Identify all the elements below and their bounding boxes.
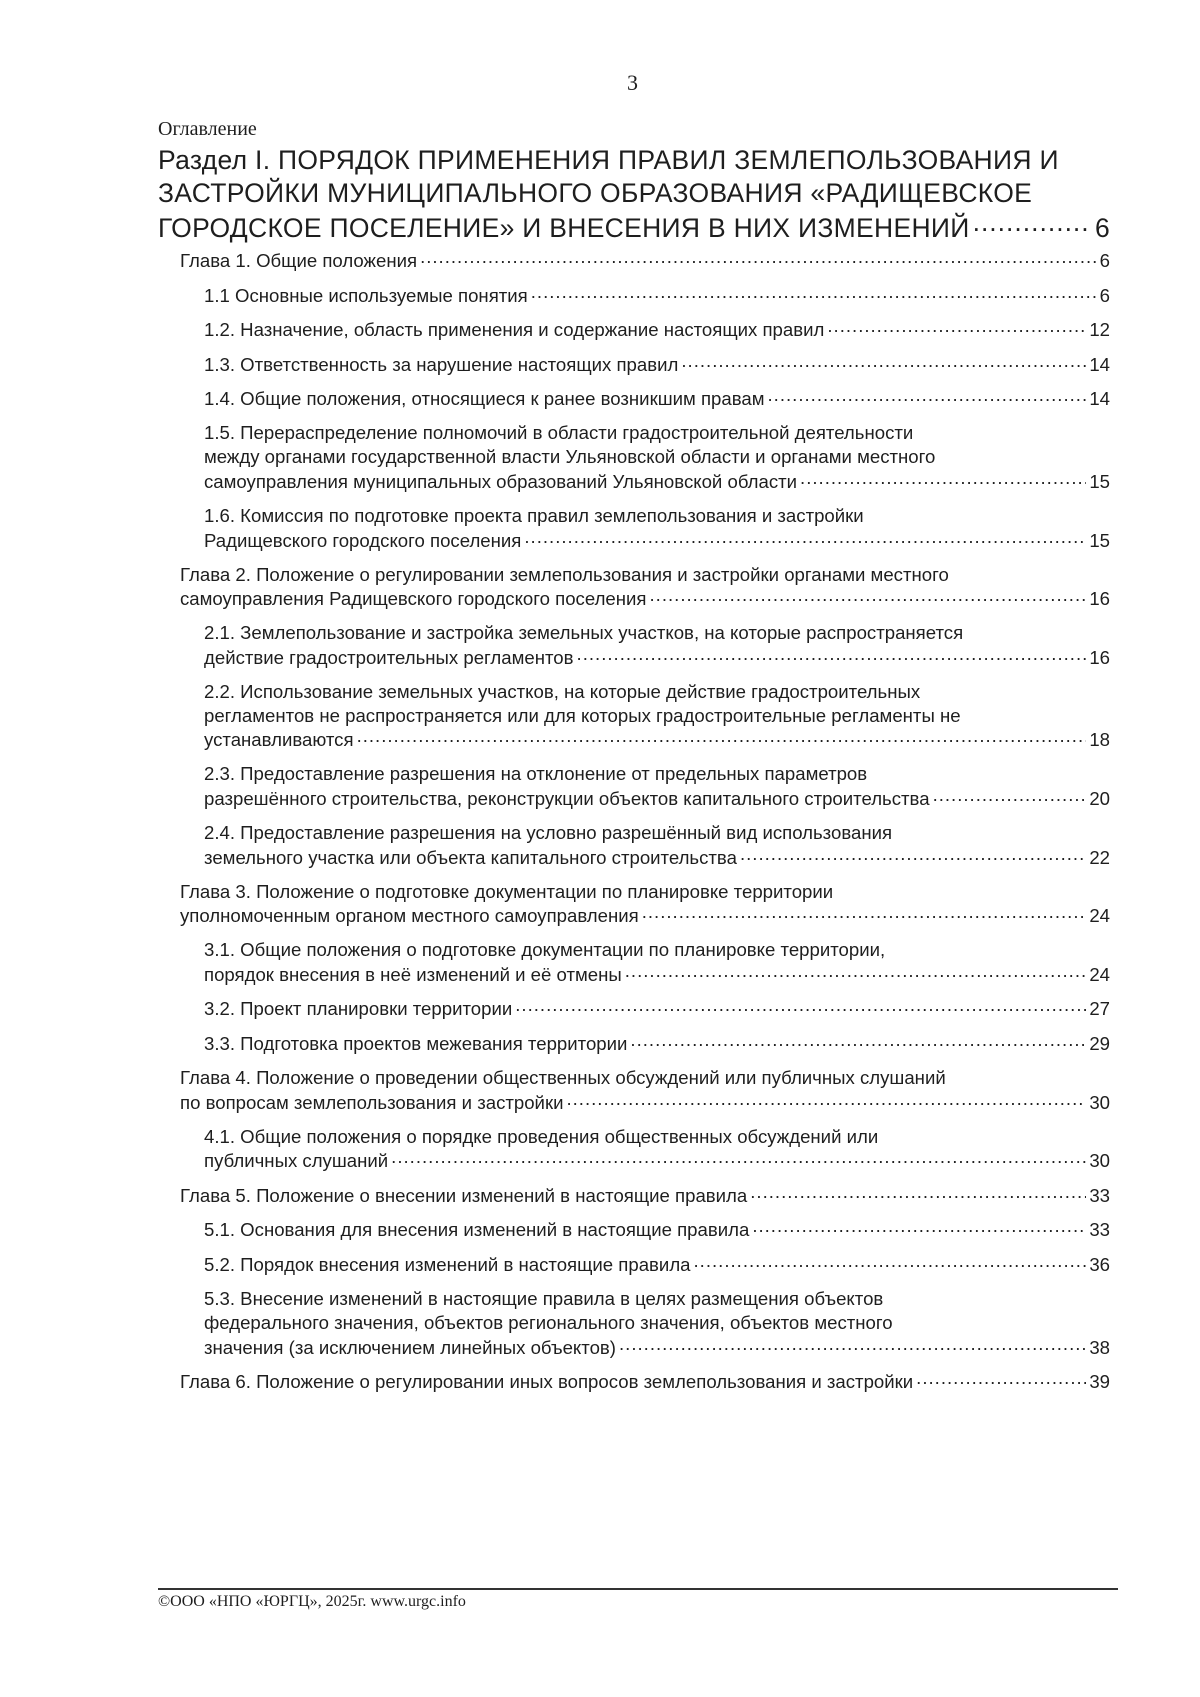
- entry-text-line: 3.1. Общие положения о подготовке документации по планировке территории,: [204, 939, 886, 961]
- entry-page-number: 6: [1099, 250, 1110, 272]
- entry-page-number: 16: [1089, 588, 1110, 610]
- entry-title: 1.4. Общие положения, относящиеся к ранее возникшим правам: [204, 388, 765, 410]
- dot-leader: [827, 318, 1086, 337]
- entry-title: земельного участка или объекта капитального строительства: [204, 846, 737, 868]
- entry-last-line: [204, 1031, 1110, 1056]
- dot-leader: [681, 352, 1086, 371]
- dot-leader: [750, 1183, 1086, 1202]
- entry-last-line: [204, 645, 1110, 670]
- dot-leader: [800, 469, 1086, 488]
- entry-title: 5.2. Порядок внесения изменений в настоящие правила: [204, 1253, 691, 1275]
- entry-last-line: [204, 962, 1110, 987]
- entry-title: Глава 5. Положение о внесении изменений в настоящие правила: [180, 1184, 748, 1206]
- entry-text-line: Глава 4. Положение о проведении общественных обсуждений или публичных слушаний: [180, 1067, 946, 1088]
- dot-leader: [566, 1090, 1086, 1109]
- entry-page-number: 30: [1089, 1150, 1110, 1172]
- entry-text-line: 2.2. Использование земельных участков, на которые действие градостроительных: [204, 680, 921, 702]
- section-title-line: Раздел I. ПОРЯДОК ПРИМЕНЕНИЯ ПРАВИЛ ЗЕМЛЕПОЛЬЗОВАНИЯ И: [158, 145, 1059, 175]
- toc-subsection-entry[interactable]: [204, 283, 1110, 308]
- toc-chapter-entry[interactable]: [180, 249, 1110, 274]
- entry-last-line: [204, 283, 1110, 308]
- dot-leader: [973, 210, 1092, 237]
- dot-leader: [357, 728, 1087, 747]
- entry-last-line: [204, 1335, 1110, 1360]
- dot-leader: [619, 1335, 1086, 1354]
- toc-chapter-entry[interactable]: [180, 1183, 1110, 1208]
- entry-title: 3.2. Проект планировки территории: [204, 998, 513, 1020]
- entry-last-line: [204, 845, 1110, 870]
- entry-page-number: 15: [1089, 471, 1110, 493]
- toc-subsection-entry[interactable]: [204, 821, 1110, 870]
- entry-last-line: [204, 728, 1110, 753]
- entry-page-number: 22: [1089, 846, 1110, 868]
- entry-title: Глава 1. Общие положения: [180, 250, 418, 272]
- entry-page-number: 6: [1099, 284, 1110, 306]
- entry-last-line: [204, 997, 1110, 1022]
- entry-title: 5.1. Основания для внесения изменений в настоящие правила: [204, 1219, 750, 1241]
- toc-subsection-entry[interactable]: [204, 1125, 1110, 1174]
- dot-leader: [752, 1218, 1086, 1237]
- entry-page-number: 33: [1089, 1219, 1110, 1241]
- dot-leader: [916, 1370, 1086, 1389]
- entry-last-line: [180, 1370, 1110, 1395]
- entry-page-number: 30: [1089, 1091, 1110, 1113]
- dot-leader: [524, 528, 1086, 547]
- section-title-line: ЗАСТРОЙКИ МУНИЦИПАЛЬНОГО ОБРАЗОВАНИЯ «РАДИЩЕВСКОЕ: [158, 178, 1033, 208]
- dot-leader: [391, 1149, 1086, 1168]
- entry-title: 3.3. Подготовка проектов межевания территории: [204, 1033, 628, 1054]
- toc-entries: [158, 249, 1110, 1395]
- dot-leader: [515, 997, 1086, 1016]
- toc-section-title[interactable]: [158, 144, 1110, 245]
- entry-page-number: 12: [1089, 319, 1110, 341]
- dot-leader: [625, 962, 1087, 981]
- entry-text-line: Глава 2. Положение о регулировании землепользования и застройки органами местного: [180, 563, 949, 585]
- toc-subsection-entry[interactable]: [204, 1252, 1110, 1277]
- entry-last-line: [180, 249, 1110, 274]
- entry-title: Глава 6. Положение о регулировании иных вопросов землепользования и застройки: [180, 1371, 914, 1393]
- entry-page-number: 16: [1089, 646, 1110, 668]
- entry-last-line: [180, 587, 1110, 612]
- toc-subsection-entry[interactable]: [204, 1031, 1110, 1056]
- dot-leader: [768, 387, 1087, 406]
- toc-chapter-entry[interactable]: [180, 1370, 1110, 1395]
- entry-text-line: 2.1. Землепользование и застройка земельных участков, на которые распространяется: [204, 622, 964, 644]
- toc-subsection-entry[interactable]: [204, 352, 1110, 377]
- entry-page-number: 39: [1089, 1371, 1110, 1393]
- entry-text-line: 2.3. Предоставление разрешения на отклонение от предельных параметров: [204, 763, 868, 785]
- entry-page-number: 24: [1089, 963, 1110, 985]
- toc-subsection-entry[interactable]: [204, 680, 1110, 753]
- entry-text-line: Глава 3. Положение о подготовке документации по планировке территории: [180, 880, 834, 902]
- entry-page-number: 36: [1089, 1253, 1110, 1275]
- entry-text-line: 5.3. Внесение изменений в настоящие правила в целях размещения объектов: [204, 1287, 884, 1309]
- entry-last-line: [204, 1149, 1110, 1174]
- entry-page-number: 29: [1089, 1033, 1110, 1054]
- dot-leader: [630, 1031, 1086, 1050]
- dot-leader: [740, 845, 1086, 864]
- footer-copyright: ©ООО «НПО «ЮРГЦ», 2025г. www.urgc.info: [158, 1593, 466, 1610]
- entry-text-line: регламентов не распространяется или для которых градостроительные регламенты не: [204, 704, 961, 726]
- entry-last-line: [204, 318, 1110, 343]
- dot-leader: [694, 1252, 1087, 1271]
- entry-title: действие градостроительных регламентов: [204, 646, 574, 668]
- entry-last-line: [204, 352, 1110, 377]
- page-number: 3: [627, 70, 638, 95]
- entry-page-number: 20: [1089, 788, 1110, 810]
- entry-page-number: 33: [1089, 1184, 1110, 1206]
- entry-text-line: между органами государственной власти Ульяновской области и органами местного: [204, 446, 936, 468]
- entry-page-number: 14: [1089, 388, 1110, 410]
- entry-title: 1.3. Ответственность за нарушение настоящих правил: [204, 353, 679, 375]
- toc-subsection-entry[interactable]: [204, 621, 1110, 670]
- entry-title: порядок внесения в неё изменений и её отмены: [204, 963, 622, 985]
- entry-text-line: 2.4. Предоставление разрешения на условно разрешённый вид использования: [204, 822, 893, 844]
- entry-page-number: 14: [1089, 353, 1110, 375]
- table-of-contents: [158, 116, 1110, 1394]
- entry-text-line: 1.5. Перераспределение полномочий в области градостроительной деятельности: [204, 422, 914, 444]
- entry-page-number: 24: [1089, 905, 1110, 927]
- toc-subsection-entry[interactable]: [204, 318, 1110, 343]
- entry-title: по вопросам землепользования и застройки: [180, 1091, 564, 1113]
- toc-heading: Оглавление: [158, 118, 257, 140]
- entry-last-line: [180, 904, 1110, 929]
- toc-subsection-entry[interactable]: [204, 387, 1110, 412]
- entry-page-number: 18: [1089, 729, 1110, 751]
- dot-leader: [577, 645, 1087, 664]
- dot-leader: [531, 283, 1097, 302]
- toc-chapter-entry[interactable]: [180, 880, 1110, 929]
- entry-last-line: [204, 1218, 1110, 1243]
- entry-title: публичных слушаний: [204, 1150, 389, 1172]
- dot-leader: [420, 249, 1097, 268]
- entry-title: самоуправления Радищевского городского поселения: [180, 588, 647, 610]
- toc-subsection-entry[interactable]: [204, 997, 1110, 1022]
- entry-text-line: федерального значения, объектов регионального значения, объектов местного: [204, 1311, 893, 1333]
- dot-leader: [642, 904, 1087, 923]
- entry-last-line: [180, 1090, 1110, 1115]
- dot-leader: [933, 786, 1087, 805]
- toc-subsection-entry[interactable]: [204, 762, 1110, 811]
- toc-chapter-entry[interactable]: [180, 1066, 1110, 1115]
- entry-text-line: 4.1. Общие положения о порядке проведения общественных обсуждений или: [204, 1125, 879, 1147]
- entry-page-number: 27: [1089, 998, 1110, 1020]
- entry-title: устанавливаются: [204, 729, 354, 751]
- footer-rule: [158, 1588, 1118, 1590]
- toc-subsection-entry[interactable]: [204, 1218, 1110, 1243]
- entry-last-line: [204, 1252, 1110, 1277]
- toc-subsection-entry[interactable]: [204, 938, 1110, 987]
- section-title-text: ГОРОДСКОЕ ПОСЕЛЕНИЕ» И ВНЕСЕНИЯ В НИХ ИЗМЕНЕНИЙ: [158, 212, 970, 243]
- entry-last-line: [204, 469, 1110, 494]
- dot-leader: [650, 587, 1087, 606]
- entry-title: Радищевского городского поселения: [204, 529, 522, 551]
- toc-subsection-entry[interactable]: [204, 1287, 1110, 1360]
- entry-page-number: 38: [1089, 1336, 1110, 1358]
- entry-last-line: [204, 387, 1110, 412]
- entry-title: разрешённого строительства, реконструкции объектов капитального строительства: [204, 788, 930, 810]
- entry-last-line: [180, 1183, 1110, 1208]
- entry-text-line: 1.6. Комиссия по подготовке проекта правил землепользования и застройки: [204, 505, 864, 527]
- entry-last-line: [204, 786, 1110, 811]
- toc-subsection-entry[interactable]: [204, 504, 1110, 553]
- entry-title: 1.1 Основные используемые понятия: [204, 284, 528, 306]
- entry-title: 1.2. Назначение, область применения и содержание настоящих правил: [204, 319, 825, 341]
- entry-page-number: 15: [1089, 529, 1110, 551]
- toc-chapter-entry[interactable]: [180, 563, 1110, 612]
- entry-title: значения (за исключением линейных объектов): [204, 1336, 616, 1358]
- entry-title: уполномоченным органом местного самоуправления: [180, 905, 639, 927]
- toc-subsection-entry[interactable]: [204, 421, 1110, 494]
- entry-title: самоуправления муниципальных образований Ульяновской области: [204, 471, 798, 493]
- section-title-last-line: [158, 210, 1110, 245]
- section-page-number: 6: [1094, 212, 1110, 243]
- entry-last-line: [204, 528, 1110, 553]
